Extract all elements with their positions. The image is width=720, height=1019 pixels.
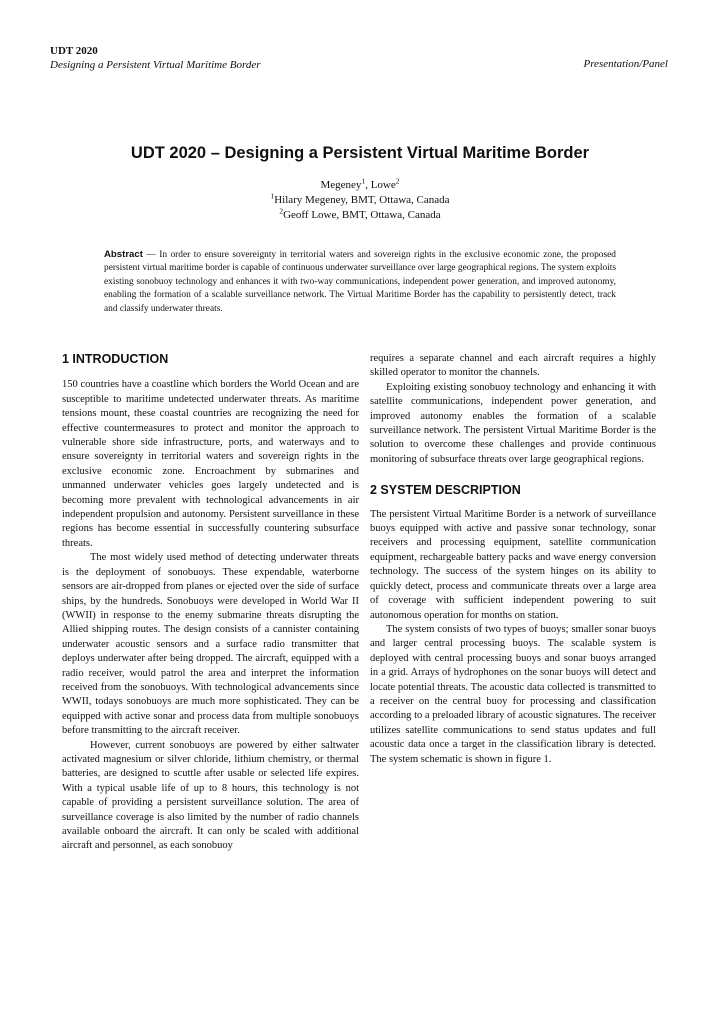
right-column <box>370 352 656 767</box>
paper-title: UDT 2020 – Designing a Persistent Virtual Maritime Border <box>130 144 590 162</box>
section-heading-system-description: 2 SYSTEM DESCRIPTION <box>370 483 521 498</box>
author-2-sup: 2 <box>395 176 400 186</box>
author-block <box>0 178 720 223</box>
header-category: Presentation/Panel <box>583 58 668 70</box>
section-heading-introduction: 1 INTRODUCTION <box>62 352 169 366</box>
author-1-surname: Megeney <box>320 179 362 191</box>
system-paragraph-1: The persistent Virtual Maritime Border is a network of surveillance buoys equipped with active and passive sonar technology, sonar receivers and processing equipment, satellite communication equipment, rechargeable battery packs and wave energy conversion technology. The success of the system hinges on its ability to quickly detect, process and communicate threats over a large area of coverage with sufficient independent powering to suit autonomous operation for months on station. <box>370 508 656 621</box>
affiliation-1 <box>0 193 720 208</box>
abstract-text: — In order to ensure sovereignty in territorial waters and sovereign rights in the exclusive economic zone, the proposed persistent virtual maritime border is capable of continuous underwater surveillance over large geographical regions. The system exploits existing sonobuoy technology and enhances it with two-way communications, independent power generation, and improved autonomy, enabling the formation of a scalable surveillance network. The Virtual Maritime Border has the capability to persistently detect, track and classify underwater threats. <box>104 250 616 314</box>
affiliation-1-sup: 1 <box>270 191 275 201</box>
affiliation-1-text: Hilary Megeney, BMT, Ottawa, Canada <box>274 194 450 206</box>
intro-paragraph-4: Exploiting existing sonobuoy technology and enhancing it with satellite communications, independent power generation, and improved autonomy enables the formation of a scalable surveillance network. The persistent Virtual Maritime Border is the solution to overcome these challenges and provide continuous monitoring of subsurface threats over large geographical regions. <box>370 381 656 465</box>
running-header <box>50 44 261 72</box>
intro-paragraph-2: The most widely used method of detecting underwater threats is the deployment of sonobuoys. These expendable, waterborne sensors are air-dropped from planes or ejected over the side of surface ships, by the hundreds. Sonobuoys were developed in World War II (WWII) in response to the enemy submarine threats disrupting the Allied shipping routes. The design consists of a cannister containing underwater acoustic sensors and a surface radio transmitter that deploys underwater after being dropped. The aircraft, equipped with a radio receiver, would patrol the area and interpret the information received from the sonobuoys. With technological advancements since WWII, todays sonobuoys are much more sophisticated. They can be equipped with active sonar and process data from multiple sonobuoys before transmitting to the aircraft receiver. <box>62 552 359 737</box>
intro-paragraph-1: 150 countries have a coastline which borders the World Ocean and are susceptible to maritime undetected underwater threats. As maritime tensions mount, these coastal countries are recognizing the need for effective countermeasures to protect and monitor the approach to vulnerable shore side infrastructure, ports, and waterways and to ensure sovereignty in territorial waters and sovereign rights in the exclusive economic zone. Encroachment by submarines and unmanned underwater vehicles goes largely undetected and is becoming more prevalent with technological advancements in air independent propulsion and autonomy. Persistent surveillance in these regions has become essential in successfully countering subsurface threats. <box>62 379 359 549</box>
intro-paragraph-3: However, current sonobuoys are powered by either saltwater activated magnesium or silver chloride, lithium chemistry, or thermal batteries, are designed to scuttle after usable or selected life expires. With a typical usable life of up to 8 hours, this technology is not capable of providing a persistent surveillance solution. The area of surveillance coverage is also limited by the number of radio channels available onboard the aircraft. It can only be scaled with additional aircraft and personnel, as each sonobuoy <box>62 739 359 852</box>
intro-paragraph-3-continued: requires a separate channel and each aircraft requires a highly skilled operator to monitor the channels. <box>370 353 656 379</box>
affiliation-2 <box>0 208 720 223</box>
author-2-surname: , Lowe <box>365 179 396 191</box>
abstract-label: Abstract <box>104 249 143 260</box>
affiliation-2-sup: 2 <box>279 206 284 216</box>
affiliation-2-text: Geoff Lowe, BMT, Ottawa, Canada <box>283 209 441 221</box>
system-paragraph-2: The system consists of two types of buoys; smaller sonar buoys and larger central processing buoys. The scalable system is deployed with central processing buoys and sonar buoys arranged in a grid. Arrays of hydrophones on the sonar buoys will detect and locate potential threats. The acoustic data collected is transmitted to a receiver on the central buoy for processing and classification according to a preloaded library of acoustic signatures. The receiver utilizes satellite communications to send status updates and full acoustic data once a target in the classification library is detected. The system schematic is shown in figure 1. <box>370 623 656 765</box>
left-column <box>62 352 359 854</box>
abstract <box>104 248 616 316</box>
header-conference: UDT 2020 <box>50 45 98 57</box>
author-names <box>0 178 720 193</box>
author-1-sup: 1 <box>361 176 366 186</box>
header-running-title: Designing a Persistent Virtual Maritime Border <box>50 59 261 71</box>
